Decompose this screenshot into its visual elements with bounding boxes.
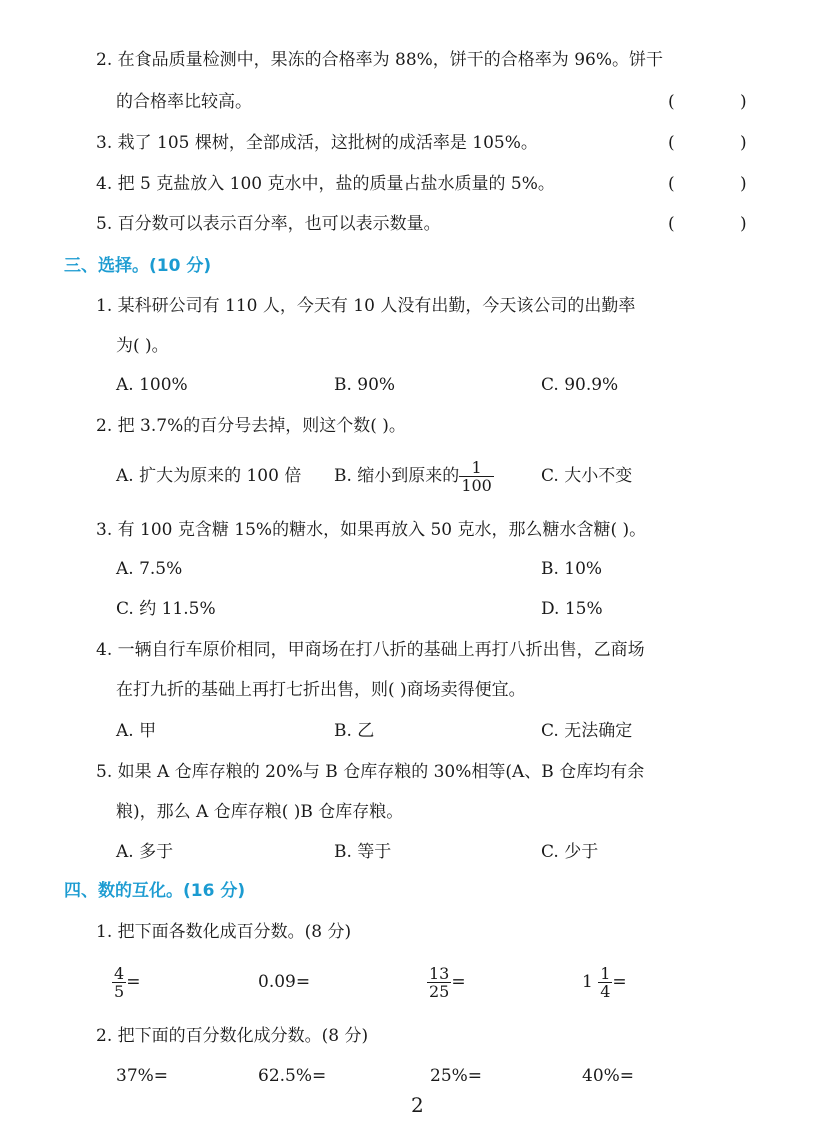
- choice-q2-option-a[interactable]: A. 扩大为原来的 100 倍: [116, 466, 302, 486]
- judge-q3: 3. 栽了 105 棵树，全部成活，这批树的成活率是 105%。: [96, 133, 538, 153]
- judge-q2-line2: 的合格率比较高。: [116, 92, 252, 112]
- choice-q1-option-a[interactable]: A. 100%: [116, 375, 188, 395]
- choice-q3: 3. 有 100 克含糖 15%的糖水，如果再放入 50 克水，那么糖水含糖( )。: [96, 520, 647, 540]
- judge-q2-line1: 2. 在食品质量检测中，果冻的合格率为 88%，饼干的合格率为 96%。饼干: [96, 50, 664, 70]
- choice-q5-option-c[interactable]: C. 少于: [541, 842, 599, 862]
- section-title-conversion: 四、数的互化。(16 分): [64, 881, 246, 901]
- fraction: $\frac{4}{5}$: [114, 964, 125, 1001]
- expr-fraction-13-25[interactable]: $\frac{13}{25}$ =: [429, 964, 466, 1001]
- expr-fraction-4-5[interactable]: $\frac{4}{5}$ =: [114, 964, 141, 1001]
- choice-q5-line1: 5. 如果 A 仓库存粮的 20%与 B 仓库存粮的 30%相等(A、B 仓库均有余: [96, 762, 645, 782]
- choice-q3-option-c[interactable]: C. 约 11.5%: [116, 599, 216, 619]
- choice-q1-line2: 为( )。: [116, 336, 169, 356]
- page-number: 2: [411, 1093, 424, 1117]
- expr-percent-2[interactable]: 62.5%=: [258, 1066, 327, 1086]
- judge-q5: 5. 百分数可以表示百分率，也可以表示数量。: [96, 214, 441, 234]
- choice-q1-option-b[interactable]: B. 90%: [334, 375, 396, 395]
- choice-q1-option-c[interactable]: C. 90.9%: [541, 375, 619, 395]
- choice-q3-option-d[interactable]: D. 15%: [541, 599, 603, 619]
- choice-q4-line2: 在打九折的基础上再打七折出售，则( )商场卖得便宜。: [116, 680, 526, 700]
- choice-q5-line2: 粮)，那么 A 仓库存粮( )B 仓库存粮。: [116, 802, 404, 822]
- choice-q5-option-b[interactable]: B. 等于: [334, 842, 392, 862]
- choice-q3-option-b[interactable]: B. 10%: [541, 559, 603, 579]
- choice-q5-option-a[interactable]: A. 多于: [116, 842, 174, 862]
- choice-q1-line1: 1. 某科研公司有 110 人，今天有 10 人没有出勤，今天该公司的出勤率: [96, 296, 636, 316]
- choice-q4-line1: 4. 一辆自行车原价相同，甲商场在打八折的基础上再打八折出售，乙商场: [96, 640, 645, 660]
- section-title-choice: 三、选择。(10 分): [64, 256, 212, 276]
- expr-percent-4[interactable]: 40%=: [582, 1066, 635, 1086]
- expr-percent-3[interactable]: 25%=: [430, 1066, 483, 1086]
- choice-q2-option-b[interactable]: B. 缩小到原来的 $\frac{1}{100}$: [334, 458, 492, 495]
- choice-q4-option-b[interactable]: B. 乙: [334, 721, 375, 741]
- choice-q4-option-a[interactable]: A. 甲: [116, 721, 157, 741]
- choice-q3-option-a[interactable]: A. 7.5%: [116, 559, 183, 579]
- fraction: $\frac{1}{4}$: [600, 964, 611, 1001]
- conversion-q2: 2. 把下面的百分数化成分数。(8 分): [96, 1026, 369, 1046]
- expr-mixed-number[interactable]: 1 $\frac{1}{4}$ =: [582, 964, 627, 1001]
- expr-decimal[interactable]: 0.09=: [258, 972, 311, 992]
- fraction: $\frac{1}{100}$: [461, 458, 492, 495]
- choice-q4-option-c[interactable]: C. 无法确定: [541, 721, 633, 741]
- fraction: $\frac{13}{25}$: [429, 964, 450, 1001]
- choice-q2-option-c[interactable]: C. 大小不变: [541, 466, 633, 486]
- judge-q4: 4. 把 5 克盐放入 100 克水中，盐的质量占盐水质量的 5%。: [96, 174, 555, 194]
- conversion-q1: 1. 把下面各数化成百分数。(8 分): [96, 922, 352, 942]
- choice-q2: 2. 把 3.7%的百分号去掉，则这个数( )。: [96, 416, 406, 436]
- expr-percent-1[interactable]: 37%=: [116, 1066, 169, 1086]
